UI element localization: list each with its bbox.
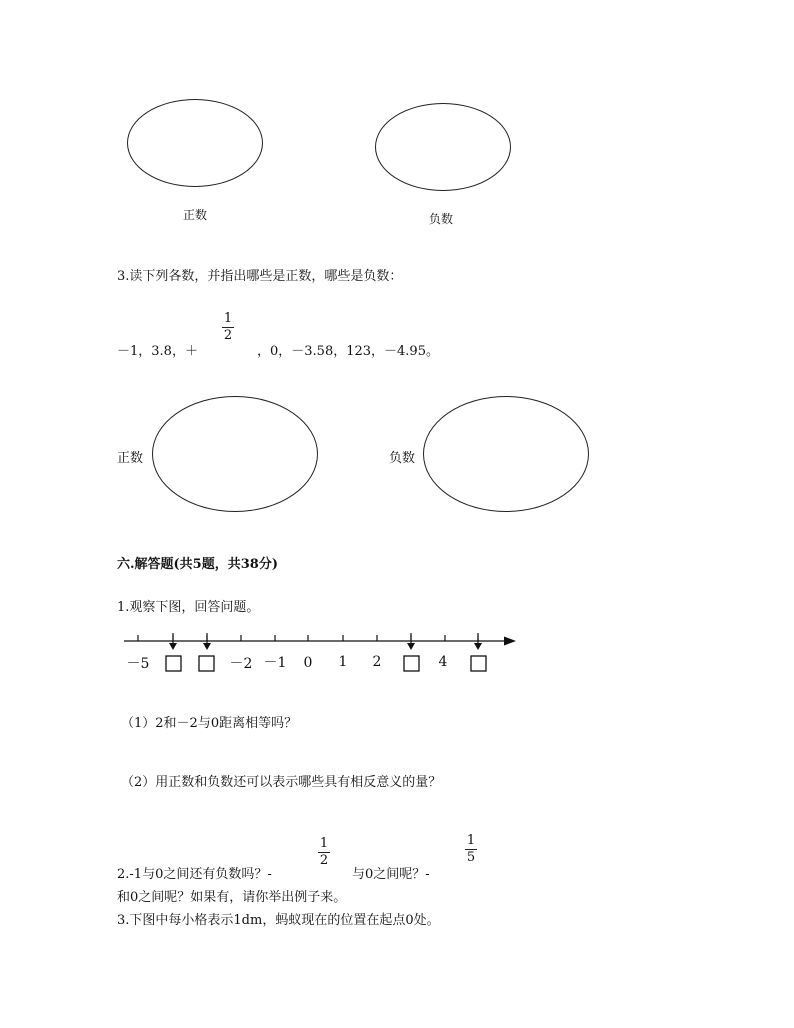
tick-label: －2 — [229, 656, 253, 672]
tick-label: 4 — [438, 654, 448, 670]
q3-fraction-denominator: 2 — [223, 328, 233, 343]
s6-q1-sub1: （1）2和－2与0距离相等吗？ — [121, 716, 298, 731]
q3-positive-oval — [152, 396, 318, 512]
s6-q2-fraction1 — [318, 837, 330, 868]
s6-q2-fraction2-denominator: 5 — [466, 850, 476, 865]
answer-box — [471, 656, 486, 671]
s6-q2-part3: 和0之间呢？如果有，请你举出例子来。 — [117, 890, 347, 905]
answer-box — [199, 656, 214, 671]
q3-fraction — [222, 312, 234, 343]
number-line — [118, 630, 538, 680]
s6-q2-fraction2 — [465, 834, 477, 865]
tick-label: －5 — [126, 656, 150, 672]
section6-heading: 六.解答题(共5题，共38分) — [117, 557, 278, 572]
s6-q1-sub2: （2）用正数和负数还可以表示哪些具有相反意义的量？ — [121, 775, 442, 790]
q3-fraction-numerator: 1 — [223, 311, 233, 326]
q3-prompt: 3.读下列各数，并指出哪些是正数，哪些是负数： — [117, 269, 403, 284]
positive-label-top: 正数 — [183, 208, 208, 222]
s6-q2-part2: 与0之间呢？- — [352, 867, 430, 882]
tick-label: 0 — [303, 655, 313, 671]
q3-numbers-after: ，0，－3.58，123，－4.95。 — [257, 344, 439, 359]
s6-q2-fraction1-denominator: 2 — [319, 853, 329, 868]
answer-box — [166, 656, 181, 671]
s6-q2-fraction2-numerator: 1 — [466, 833, 476, 848]
tick-label: 2 — [372, 654, 382, 670]
s6-q2-part1: 2.-1与0之间还有负数吗？- — [117, 867, 272, 882]
q3-negative-label: 负数 — [389, 451, 416, 466]
q3-positive-label: 正数 — [117, 451, 144, 466]
s6-q3-prompt: 3.下图中每小格表示1dm，蚂蚁现在的位置在起点0处。 — [117, 913, 440, 928]
q3-negative-oval — [423, 396, 589, 512]
q3-numbers-before: －1，3.8，＋ — [117, 344, 198, 359]
tick-label: 1 — [338, 654, 348, 670]
negative-oval-top — [375, 103, 511, 191]
tick-label: －1 — [263, 655, 287, 671]
negative-label-top: 负数 — [429, 212, 454, 226]
answer-box — [404, 656, 419, 671]
s6-q2-fraction1-numerator: 1 — [319, 836, 329, 851]
s6-q1-prompt: 1.观察下图，回答问题。 — [117, 600, 260, 615]
positive-oval-top — [127, 99, 263, 187]
